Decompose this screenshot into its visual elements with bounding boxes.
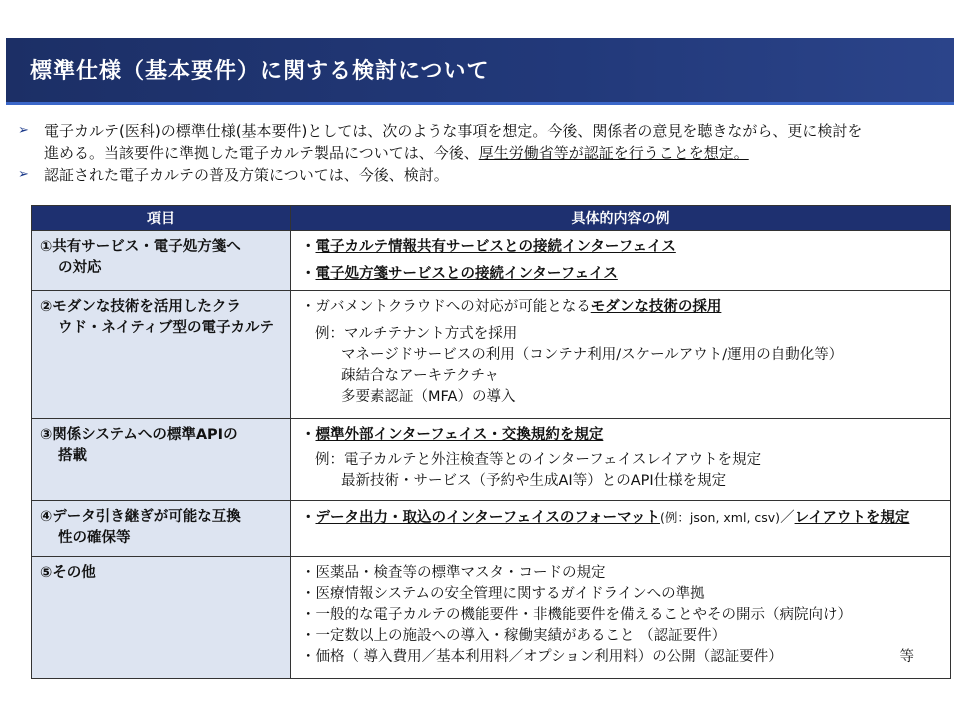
table-row (32, 501, 951, 557)
example-line: 例：電子カルテと外注検査等とのインターフェイスレイアウトを規定 (315, 452, 762, 468)
bullet-2 (18, 164, 948, 186)
item-cell (32, 501, 291, 557)
content-line (301, 297, 942, 318)
content-cell (291, 501, 951, 557)
example-line: 多要素認証（MFA）の導入 (341, 389, 516, 405)
content-line (301, 264, 942, 285)
item-label-cont: 搭載 (58, 448, 87, 464)
line-prefix: ・ (301, 239, 316, 255)
line-prefix: ・ (301, 510, 316, 526)
content-line (301, 425, 942, 446)
example-line: 最新技術・サービス（予約や生成AI等）とのAPI仕様を規定 (341, 473, 727, 489)
arrow-bullet-icon: ➢ (18, 167, 29, 182)
content-line: ・価格（ 導入費用／基本利用料／オプション利用料）の公開（認証要件） (301, 649, 783, 665)
header-content: 具体的内容の例 (291, 206, 951, 231)
bullet-2-text: 認証された電子カルテの普及方策については、今後、検討。 (44, 166, 449, 184)
content-line: ・医薬品・検査等の標準マスタ・コードの規定 (301, 565, 606, 581)
bullet-1-text: 進める。当該要件に準拠した電子カルテ製品については、今後、 (44, 144, 479, 162)
content-cell (291, 557, 951, 679)
header-item: 項目 (32, 206, 291, 231)
content-cell (291, 231, 951, 291)
content-cell (291, 291, 951, 419)
item-cell (32, 557, 291, 679)
bullet-1 (18, 120, 948, 164)
example-line: マネージドサービスの利用（コンテナ利用/スケールアウト/運用の自動化等） (341, 347, 844, 363)
line-text: ・ガバメントクラウドへの対応が可能となる (301, 299, 591, 315)
content-line: ・一定数以上の施設への導入・稼働実績があること （認証要件） (301, 628, 727, 644)
spec-table (31, 205, 951, 679)
example-line: 疎結合なアーキテクチャ (341, 368, 500, 384)
bullet-1-line-2 (44, 142, 948, 164)
line-prefix: ・ (301, 266, 316, 282)
title-bar (6, 38, 954, 105)
table-header-row (32, 206, 951, 231)
separator: ／ (780, 510, 795, 526)
page-title: 標準仕様（基本要件）に関する検討について (30, 59, 490, 84)
line-underlined: 標準外部インターフェイス・交換規約を規定 (315, 427, 604, 443)
content-line: ・医療情報システムの安全管理に関するガイドラインへの準拠 (301, 586, 705, 602)
arrow-bullet-icon: ➢ (18, 123, 29, 138)
item-label-cont: 性の確保等 (58, 530, 131, 546)
etc-label: 等 (899, 649, 914, 665)
content-line: ・一般的な電子カルテの機能要件・非機能要件を備えることやその開示（病院向け） (301, 607, 852, 623)
item-label: ①共有サービス・電子処方箋へ (40, 239, 241, 255)
example-line: 例：マルチテナント方式を採用 (315, 326, 518, 342)
table-row (32, 557, 951, 679)
table-row (32, 231, 951, 291)
intro-bullets (18, 120, 948, 186)
content-line (301, 237, 942, 258)
content-line (301, 507, 942, 529)
item-label: ②モダンな技術を活用したクラ (40, 299, 241, 315)
item-label: ④データ引き継ぎが可能な互換 (40, 509, 241, 525)
item-cell (32, 419, 291, 501)
content-cell (291, 419, 951, 501)
item-label: ⑤その他 (40, 565, 96, 581)
bullet-1-line-1: 電子カルテ(医科)の標準仕様(基本要件)としては、次のような事項を想定。今後、関係者の意見を聴きながら、更に検討を (44, 122, 863, 140)
table-row (32, 291, 951, 419)
line-underlined: 電子カルテ情報共有サービスとの接続インターフェイス (315, 239, 676, 255)
content-line-last (301, 647, 942, 668)
line-underlined: レイアウトを規定 (794, 510, 910, 526)
line-underlined: データ出力・取込のインターフェイスのフォーマット (315, 510, 661, 526)
item-label-cont: ウド・ネイティブ型の電子カルテ (58, 320, 275, 336)
table-row (32, 419, 951, 501)
item-label: ③関係システムへの標準APIの (40, 427, 238, 443)
line-underlined: モダンな技術の採用 (590, 299, 722, 315)
bullet-1-underlined: 厚生労働省等が認証を行うことを想定。 (478, 144, 749, 162)
format-example: (例：json, xml, csv) (660, 510, 781, 525)
item-cell (32, 291, 291, 419)
line-prefix: ・ (301, 427, 316, 443)
item-label-cont: の対応 (58, 260, 102, 276)
item-cell (32, 231, 291, 291)
line-underlined: 電子処方箋サービスとの接続インターフェイス (315, 266, 618, 282)
